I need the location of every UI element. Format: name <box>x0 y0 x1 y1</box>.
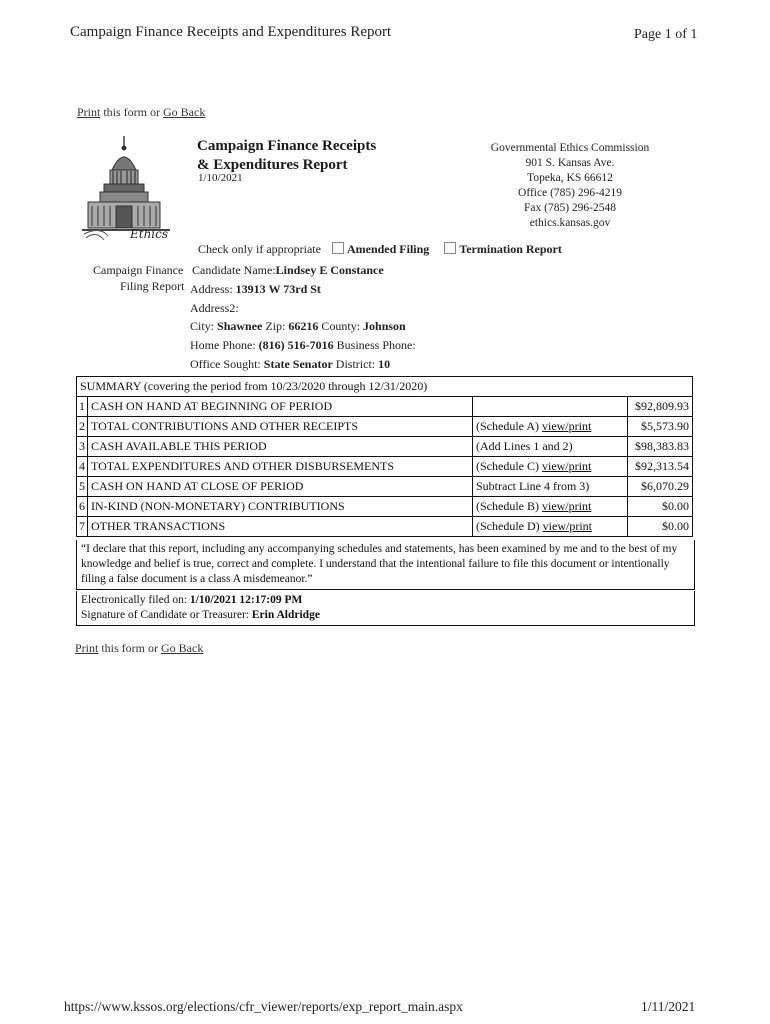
office-district-line <box>190 357 390 372</box>
amended-filing-checkbox[interactable] <box>332 242 344 254</box>
logo-text: Ethics <box>130 227 169 241</box>
check-label: Check only if appropriate <box>198 242 321 256</box>
go-back-link-bottom[interactable]: Go Back <box>161 641 204 655</box>
summary-amount: $92,313.54 <box>628 457 693 477</box>
address2-label: Address2: <box>190 301 239 315</box>
summary-row <box>77 477 693 497</box>
filed-on-label: Electronically filed on: <box>81 594 188 606</box>
agency-contact <box>460 141 680 231</box>
summary-line-label: CASH ON HAND AT CLOSE OF PERIOD <box>88 477 473 497</box>
zip-value: 66216 <box>288 319 319 333</box>
view-print-link[interactable]: view/print <box>541 459 592 473</box>
summary-line-label: IN-KIND (NON-MONETARY) CONTRIBUTIONS <box>88 497 473 517</box>
summary-row <box>77 457 693 477</box>
address2-line <box>190 301 239 316</box>
report-title-line2: & Expenditures Report <box>197 157 348 173</box>
candidate-name-line <box>192 263 384 278</box>
summary-row <box>77 397 693 417</box>
print-footer-url: https://www.kssos.org/elections/cfr_viewer/reports/exp_report_main.aspx <box>64 999 463 1014</box>
summary-row <box>77 497 693 517</box>
summary-line-number: 3 <box>77 437 88 457</box>
summary-line-label: CASH AVAILABLE THIS PERIOD <box>88 437 473 457</box>
declaration-text: “I declare that this report, including any accompanying schedules and statements, has been examined by me and to the best of my knowledge and belief is true, correct and complete. I understand that the intentional failure to file this document or intentionally filing a false document is a class A misdemeanor.” <box>76 540 695 590</box>
top-nav <box>77 105 205 120</box>
candidate-name: Lindsey E Constance <box>275 263 384 277</box>
county-label: County: <box>321 319 361 333</box>
summary-row <box>77 417 693 437</box>
summary-line-number: 4 <box>77 457 88 477</box>
summary-schedule <box>473 517 628 537</box>
summary-schedule <box>473 417 628 437</box>
office-label: Office Sought: <box>190 357 261 371</box>
office-value: State Senator <box>263 357 333 371</box>
termination-report-label: Termination Report <box>459 242 562 256</box>
summary-line-label: TOTAL CONTRIBUTIONS AND OTHER RECEIPTS <box>88 417 473 437</box>
schedule-label: (Schedule C) <box>476 459 542 473</box>
summary-line-number: 7 <box>77 517 88 537</box>
address-label: Address: <box>190 282 233 296</box>
agency-website: ethics.kansas.gov <box>529 217 611 229</box>
signature-label: Signature of Candidate or Treasurer: <box>81 609 249 621</box>
campaign-finance-label: Campaign Finance <box>93 263 184 277</box>
view-print-link[interactable]: view/print <box>542 519 592 533</box>
schedule-label: (Schedule D) <box>476 519 543 533</box>
summary-line-label: CASH ON HAND AT BEGINNING OF PERIOD <box>88 397 473 417</box>
zip-label: Zip: <box>265 319 286 333</box>
filing-type-row <box>198 242 562 257</box>
agency-fax: Fax (785) 296-2548 <box>524 202 616 214</box>
filed-on-line <box>81 593 690 608</box>
nav-separator-bottom: this form or <box>98 641 162 655</box>
summary-line-number: 1 <box>77 397 88 417</box>
summary-amount: $6,070.29 <box>628 477 693 497</box>
summary-amount: $98,383.83 <box>628 437 693 457</box>
report-title <box>197 137 376 175</box>
filed-on-value: 1/10/2021 12:17:09 PM <box>189 594 303 606</box>
report-title-line1: Campaign Finance Receipts <box>197 138 377 154</box>
termination-report-checkbox[interactable] <box>444 242 456 254</box>
report-date: 1/10/2021 <box>198 172 243 184</box>
print-footer-date: 1/11/2021 <box>641 999 696 1014</box>
schedule-label: (Schedule A) <box>476 419 542 433</box>
district-value: 10 <box>378 357 391 371</box>
filing-report-label: Filing Report <box>120 279 185 293</box>
print-page-number: Page 1 of 1 <box>634 27 698 42</box>
phone-line <box>190 338 416 353</box>
address-line <box>190 282 321 297</box>
view-print-link[interactable]: view/print <box>541 499 592 513</box>
view-print-link[interactable]: view/print <box>541 419 592 433</box>
schedule-label: Subtract Line 4 from 3) <box>476 479 590 493</box>
summary-schedule <box>473 457 628 477</box>
signature-block <box>76 591 695 626</box>
summary-table <box>76 376 693 537</box>
summary-schedule <box>473 477 628 497</box>
district-label: District: <box>335 357 376 371</box>
summary-amount: $0.00 <box>628 497 693 517</box>
summary-line-label: OTHER TRANSACTIONS <box>88 517 473 537</box>
summary-line-label: TOTAL EXPENDITURES AND OTHER DISBURSEMENTS <box>88 457 473 477</box>
home-phone-value: (816) 516-7016 <box>258 338 334 352</box>
print-link-bottom[interactable]: Print <box>75 641 99 655</box>
agency-street: 901 S. Kansas Ave. <box>525 157 615 169</box>
capitol-ethics-logo <box>80 130 176 242</box>
schedule-label: (Add Lines 1 and 2) <box>476 439 573 453</box>
candidate-name-label: Candidate Name: <box>192 263 276 277</box>
county-value: Johnson <box>363 319 406 333</box>
summary-line-number: 2 <box>77 417 88 437</box>
amended-filing-label: Amended Filing <box>346 242 430 256</box>
agency-office-phone: Office (785) 296-4219 <box>518 187 622 199</box>
address-value: 13913 W 73rd St <box>235 282 321 296</box>
home-phone-label: Home Phone: <box>190 338 256 352</box>
summary-line-number: 6 <box>77 497 88 517</box>
agency-city: Topeka, KS 66612 <box>527 172 613 184</box>
schedule-label: (Schedule B) <box>476 499 542 513</box>
summary-schedule <box>473 437 628 457</box>
summary-schedule <box>473 497 628 517</box>
summary-heading: SUMMARY (covering the period from 10/23/2020 through 12/31/2020) <box>77 377 693 397</box>
city-label: City: <box>190 319 215 333</box>
city-zip-county-line <box>190 319 406 334</box>
signature-value: Erin Aldridge <box>251 609 320 621</box>
summary-amount: $92,809.93 <box>628 397 693 417</box>
summary-line-number: 5 <box>77 477 88 497</box>
bottom-nav <box>75 641 203 656</box>
summary-amount: $5,573.90 <box>628 417 693 437</box>
print-header-title: Campaign Finance Receipts and Expenditures Report <box>70 24 392 40</box>
summary-heading-row <box>77 377 693 397</box>
city-value: Shawnee <box>217 319 263 333</box>
summary-row <box>77 437 693 457</box>
business-phone-label: Business Phone: <box>336 338 416 352</box>
go-back-link[interactable]: Go Back <box>163 105 206 119</box>
summary-row <box>77 517 693 537</box>
print-link[interactable]: Print <box>77 105 101 119</box>
signature-line <box>81 608 690 623</box>
nav-separator: this form or <box>100 105 164 119</box>
summary-amount: $0.00 <box>628 517 693 537</box>
agency-name: Governmental Ethics Commission <box>490 142 650 154</box>
summary-schedule <box>473 397 628 417</box>
